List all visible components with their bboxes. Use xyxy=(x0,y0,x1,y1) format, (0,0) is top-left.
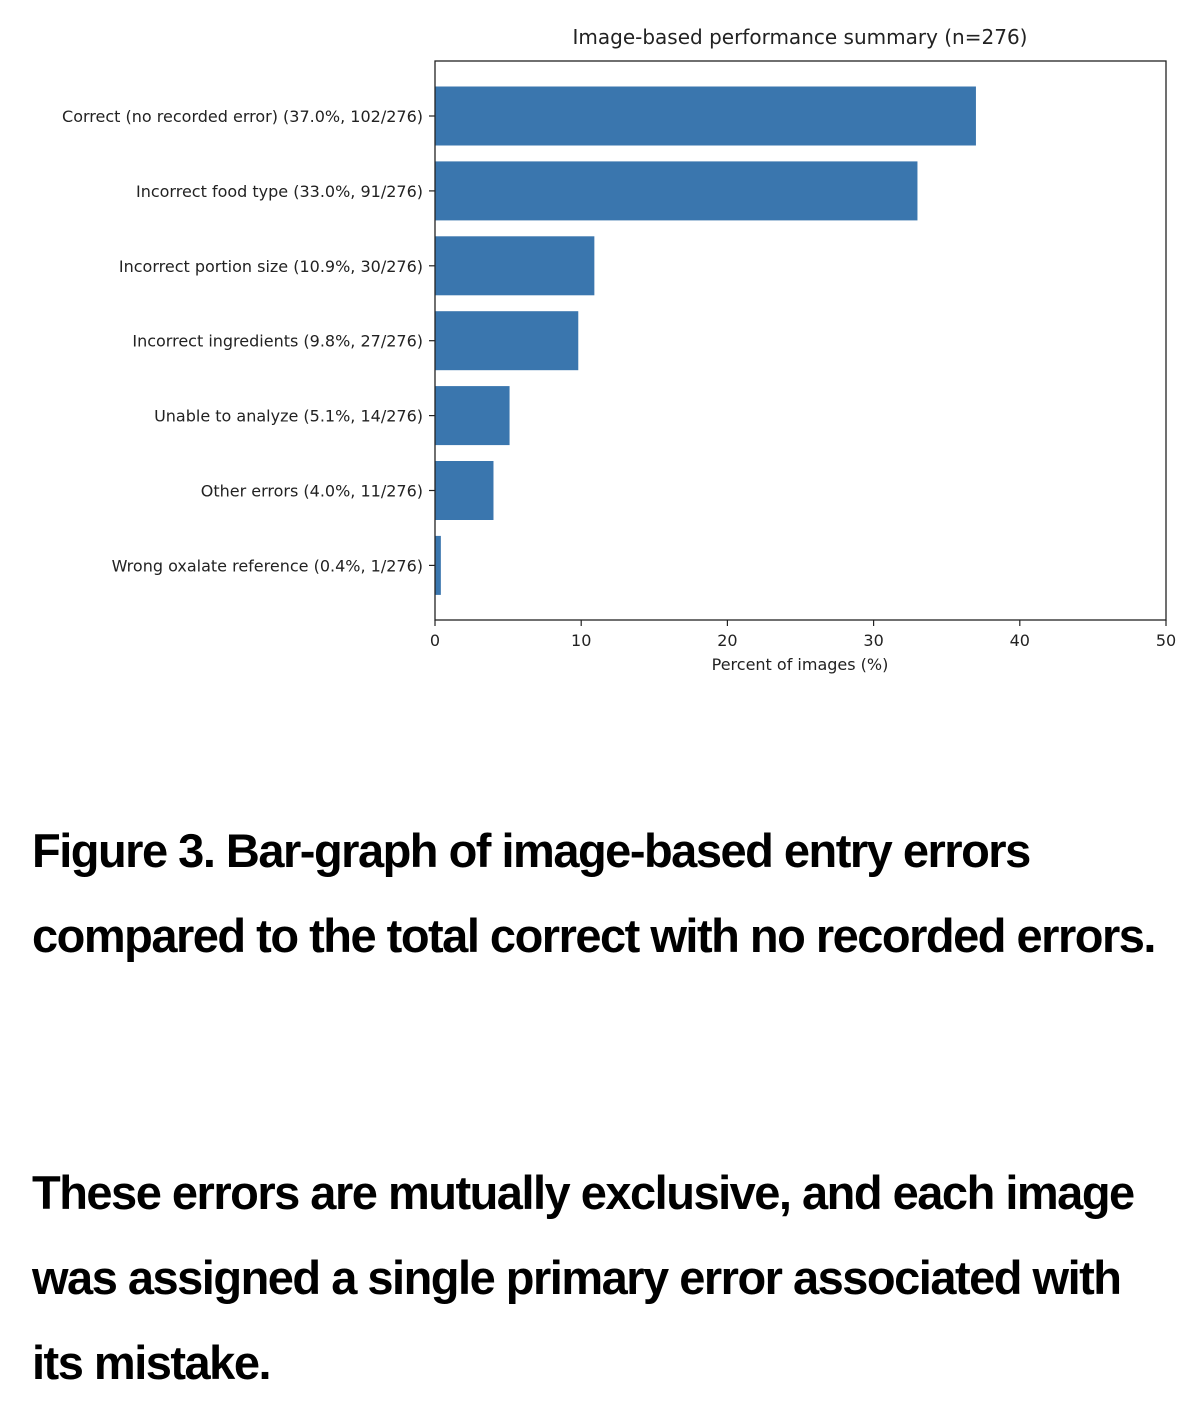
y-tick-label: Incorrect portion size (10.9%, 30/276) xyxy=(118,256,423,276)
bar xyxy=(435,461,493,520)
bar xyxy=(435,236,594,295)
bar xyxy=(435,311,578,370)
chart-title: Image-based performance summary (n=276) xyxy=(572,25,1028,49)
figure-caption: Figure 3. Bar-graph of image-based entry errors compared to the total correct with no recorded errors. xyxy=(32,824,1155,962)
bar xyxy=(435,386,510,445)
x-tick-label: 20 xyxy=(717,631,738,650)
x-tick-label: 10 xyxy=(571,631,592,650)
bars-layer xyxy=(435,87,976,595)
y-tick-label: Correct (no recorded error) (37.0%, 102/276) xyxy=(62,107,423,126)
x-tick-label: 30 xyxy=(863,631,884,650)
bar xyxy=(435,536,441,595)
y-tick-label: Wrong oxalate reference (0.4%, 1/276) xyxy=(111,556,423,576)
y-tick-label: Other errors (4.0%, 11/276) xyxy=(200,481,423,501)
x-tick-label: 50 xyxy=(1155,631,1177,650)
x-axis xyxy=(430,620,1176,650)
y-tick-label: Unable to analyze (5.1%, 14/276) xyxy=(154,406,423,426)
y-tick-label: Incorrect ingredients (9.8%, 27/276) xyxy=(132,331,423,351)
y-axis xyxy=(62,107,435,575)
x-tick-label: 0 xyxy=(429,631,441,650)
x-axis-label: Percent of images (%) xyxy=(711,655,889,674)
bar xyxy=(435,161,917,220)
y-tick-label: Incorrect food type (33.0%, 91/276) xyxy=(135,181,423,201)
x-tick-label: 40 xyxy=(1009,631,1030,650)
bar-chart xyxy=(0,0,1200,700)
bar xyxy=(435,87,976,146)
figure-note: These errors are mutually exclusive, and each image was assigned a single primary error associated with its mistake. xyxy=(32,1166,1134,1389)
